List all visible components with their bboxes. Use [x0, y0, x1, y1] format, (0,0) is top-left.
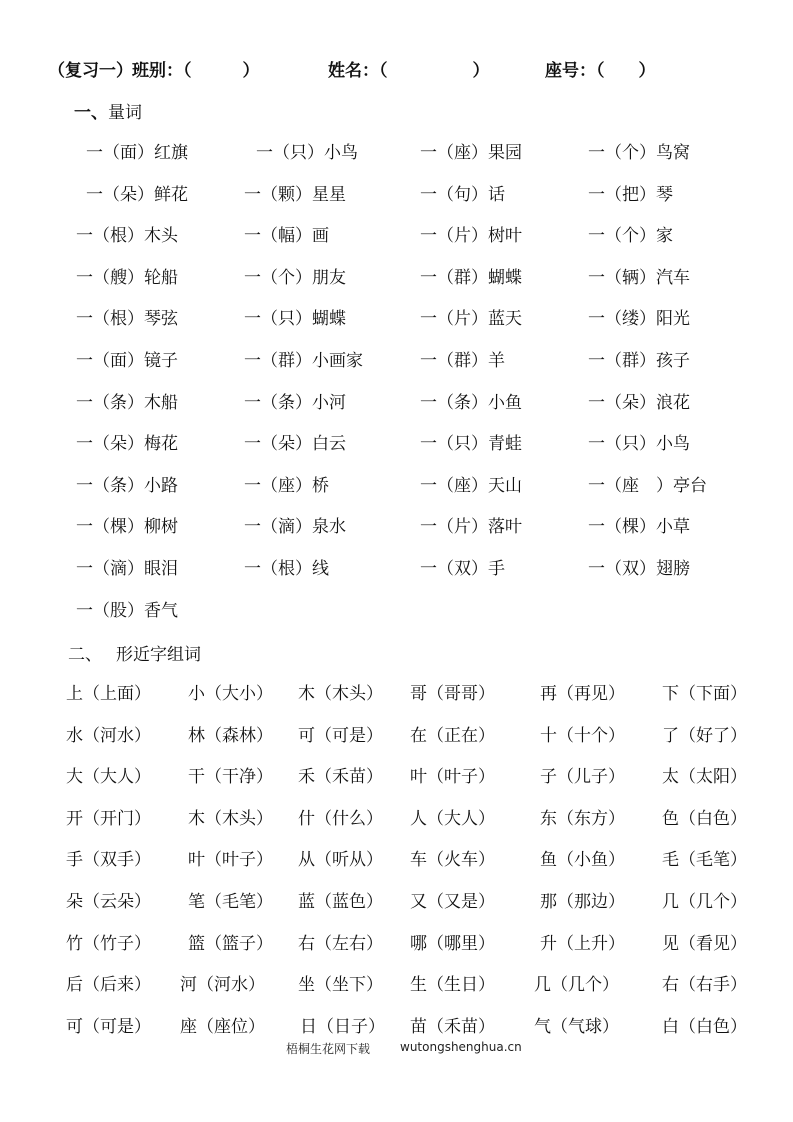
grid-cell: 十（十个） — [540, 725, 625, 746]
grid-cell: 子（儿子） — [540, 767, 625, 788]
section-1-heading — [74, 98, 142, 123]
name-field: 姓名：（ ） — [328, 61, 490, 81]
grid-cell: 一（把）琴 — [588, 184, 673, 205]
section-1-number: 一、 — [74, 103, 108, 123]
grid-cell: 一（双）手 — [420, 558, 505, 579]
grid-cell: 从（听从） — [298, 850, 383, 871]
grid-cell: 一（句）话 — [420, 184, 505, 205]
grid-cell: 右（右手） — [662, 975, 747, 996]
grid-row — [0, 682, 793, 724]
grid-row — [0, 1015, 793, 1057]
grid-cell: 了（好了） — [662, 725, 747, 746]
grid-cell: 升（上升） — [540, 933, 625, 954]
section-2-title: 形近字组词 — [116, 645, 201, 665]
grid-cell: 一（棵）柳树 — [76, 517, 178, 538]
grid-cell: 干（干净） — [188, 767, 273, 788]
grid-cell: 那（那边） — [540, 891, 625, 912]
grid-row — [0, 557, 793, 599]
grid-cell: 一（座 ）亭台 — [588, 475, 707, 496]
grid-cell: 开（开门） — [66, 808, 151, 829]
grid-row — [0, 599, 793, 641]
grid-row — [0, 973, 793, 1015]
grid-cell: 一（只）小鸟 — [256, 143, 358, 163]
grid-cell: 手（双手） — [66, 850, 151, 871]
grid-cell: 车（火车） — [410, 850, 495, 871]
grid-cell: 笔（毛笔） — [188, 891, 273, 912]
grid-row — [0, 183, 793, 225]
grid-cell: 一（朵）梅花 — [76, 434, 178, 455]
grid-cell: 一（只）蝴蝶 — [244, 309, 346, 330]
grid-row — [0, 724, 793, 766]
grid-cell: 一（片）落叶 — [420, 517, 522, 538]
grid-cell: 河（河水） — [180, 975, 265, 996]
grid-cell: 在（正在） — [410, 725, 495, 746]
grid-cell: 鱼（小鱼） — [540, 850, 625, 871]
grid-cell: 一（只）青蛙 — [420, 434, 522, 455]
grid-cell: 一（个）家 — [588, 226, 673, 247]
grid-cell: 毛（毛笔） — [662, 850, 747, 871]
grid-cell: 一（群）蝴蝶 — [420, 267, 522, 288]
grid-cell: 一（根）木头 — [76, 226, 178, 247]
grid-cell: 一（座）天山 — [420, 475, 522, 496]
grid-cell: 林（森林） — [188, 725, 273, 746]
grid-cell: 一（缕）阳光 — [588, 309, 690, 330]
grid-cell: 色（白色） — [662, 808, 747, 829]
grid-row — [0, 765, 793, 807]
grid-cell: 座（座位） — [180, 1016, 265, 1037]
grid-cell: 坐（坐下） — [298, 975, 383, 996]
grid-cell: 一（条）小鱼 — [420, 392, 522, 413]
grid-cell: 一（面）红旗 — [86, 143, 188, 163]
grid-row — [0, 890, 793, 932]
grid-cell: 小（大小） — [188, 684, 273, 704]
grid-cell: 一（面）镜子 — [76, 350, 178, 371]
grid-cell: 几（几个） — [662, 891, 747, 912]
grid-cell: 后（后来） — [66, 975, 151, 996]
grid-cell: 一（幅）画 — [244, 226, 329, 247]
grid-cell: 东（东方） — [540, 808, 625, 829]
grid-cell: 哥（哥哥） — [410, 684, 495, 704]
grid-cell: 叶（叶子） — [410, 767, 495, 788]
grid-cell: 生（生日） — [410, 975, 495, 996]
grid-cell: 一（群）小画家 — [244, 350, 363, 371]
grid-cell: 一（只）小鸟 — [588, 434, 690, 455]
grid-row — [0, 141, 793, 183]
grid-cell: 可（可是） — [66, 1016, 151, 1037]
grid-cell: 气（气球） — [534, 1016, 619, 1037]
grid-cell: 一（群）孩子 — [588, 350, 690, 371]
grid-cell: 一（颗）星星 — [244, 184, 346, 205]
grid-row — [0, 391, 793, 433]
grid-cell: 一（朵）鲜花 — [86, 184, 188, 205]
grid-row — [0, 432, 793, 474]
grid-cell: 水（河水） — [66, 725, 151, 746]
grid-cell: 一（根）琴弦 — [76, 309, 178, 330]
grid-row — [0, 848, 793, 890]
section-2-heading — [68, 640, 201, 665]
grid-cell: 禾（禾苗） — [298, 767, 383, 788]
measure-word-grid — [0, 141, 793, 640]
grid-cell: 一（朵）白云 — [244, 434, 346, 455]
grid-cell: 木（木头） — [298, 684, 383, 704]
grid-cell: 朵（云朵） — [66, 891, 151, 912]
grid-cell: 一（棵）小草 — [588, 517, 690, 538]
grid-cell: 人（大人） — [410, 808, 495, 829]
grid-cell: 一（个）鸟窝 — [588, 143, 690, 163]
grid-cell: 日（日子） — [300, 1016, 385, 1037]
grid-row — [0, 224, 793, 266]
grid-cell: 一（朵）浪花 — [588, 392, 690, 413]
grid-cell: 又（又是） — [410, 891, 495, 912]
grid-cell: 竹（竹子） — [66, 933, 151, 954]
grid-cell: 篮（篮子） — [188, 933, 273, 954]
grid-row — [0, 932, 793, 974]
grid-cell: 右（左右） — [298, 933, 383, 954]
grid-cell: 苗（禾苗） — [410, 1016, 495, 1037]
grid-cell: 白（白色） — [662, 1016, 747, 1037]
grid-row — [0, 474, 793, 516]
grid-cell: 一（个）朋友 — [244, 267, 346, 288]
class-field: 班别：（ ） — [132, 61, 260, 81]
grid-cell: 一（片）蓝天 — [420, 309, 522, 330]
similar-char-grid — [0, 682, 793, 1056]
grid-cell: 太（太阳） — [662, 767, 747, 788]
grid-cell: 哪（哪里） — [410, 933, 495, 954]
grid-cell: 一（根）线 — [244, 558, 329, 579]
grid-cell: 一（座）果园 — [420, 143, 522, 163]
grid-cell: 几（几个） — [534, 975, 619, 996]
grid-cell: 大（大人） — [66, 767, 151, 788]
grid-cell: 叶（叶子） — [188, 850, 273, 871]
footer-site-url: wutongshenghua.cn — [400, 1040, 522, 1054]
grid-cell: 一（条）木船 — [76, 392, 178, 413]
grid-cell: 一（群）羊 — [420, 350, 505, 371]
grid-cell: 一（条）小路 — [76, 475, 178, 496]
grid-cell: 下（下面） — [662, 684, 747, 704]
grid-row — [0, 515, 793, 557]
grid-cell: 一（股）香气 — [76, 600, 178, 621]
grid-cell: 再（再见） — [540, 684, 625, 704]
grid-cell: 一（片）树叶 — [420, 226, 522, 247]
footer-site-name: 梧桐生花网下载 — [286, 1042, 371, 1056]
grid-cell: 一（条）小河 — [244, 392, 346, 413]
grid-cell: 见（看见） — [662, 933, 747, 954]
grid-cell: 一（滴）泉水 — [244, 517, 346, 538]
grid-cell: 一（辆）汽车 — [588, 267, 690, 288]
review-title: （复习一） — [48, 61, 133, 81]
grid-row — [0, 349, 793, 391]
grid-cell: 一（座）桥 — [244, 475, 329, 496]
grid-cell: 一（艘）轮船 — [76, 267, 178, 288]
grid-cell: 可（可是） — [298, 725, 383, 746]
seat-field: 座号：（ ） — [545, 61, 656, 81]
grid-cell: 上（上面） — [66, 684, 151, 704]
grid-row — [0, 807, 793, 849]
section-1-title: 量词 — [108, 103, 142, 123]
grid-cell: 蓝（蓝色） — [298, 891, 383, 912]
grid-cell: 什（什么） — [298, 808, 383, 829]
grid-row — [0, 266, 793, 308]
grid-cell: 一（滴）眼泪 — [76, 558, 178, 579]
grid-cell: 一（双）翅膀 — [588, 558, 690, 579]
worksheet-header — [48, 56, 753, 82]
grid-cell: 木（木头） — [188, 808, 273, 829]
section-2-number: 二、 — [68, 645, 102, 665]
grid-row — [0, 307, 793, 349]
